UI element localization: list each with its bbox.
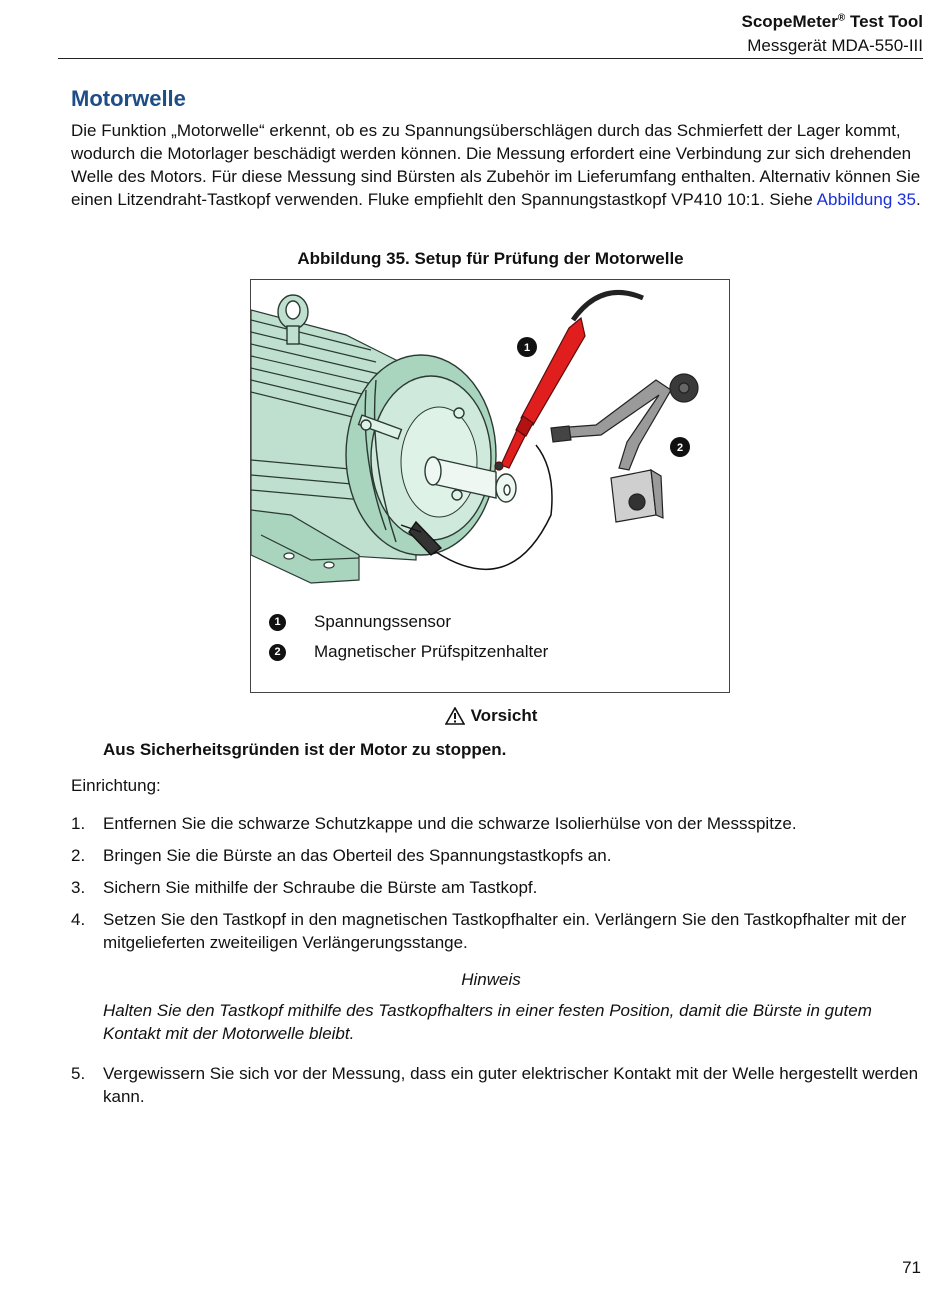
legend-item <box>269 612 451 632</box>
probe-cable <box>573 292 643 320</box>
list-item: 1. Entfernen Sie die schwarze Schutzkappe und die schwarze Isolierhülse von der Messspitze. <box>71 814 797 833</box>
callout-2 <box>670 437 690 457</box>
header-divider <box>58 58 923 59</box>
svg-text:2: 2 <box>676 442 684 454</box>
warning-triangle-icon <box>445 707 465 725</box>
caution-text: Aus Sicherheitsgründen ist der Motor zu stoppen. <box>103 740 507 759</box>
list-item: 3. Sichern Sie mithilfe der Schraube die Bürste am Tastkopf. <box>71 878 538 897</box>
legend-label: Magnetischer Prüfspitzenhalter <box>314 642 549 661</box>
figure-caption: Abbildung 35. Setup für Prüfung der Motorwelle <box>297 249 684 268</box>
header-subtitle: Messgerät MDA-550-III <box>747 36 923 55</box>
list-item: 2. Bringen Sie die Bürste an das Oberteil des Spannungstastkopfs an. <box>71 846 612 865</box>
end-shield <box>346 355 496 555</box>
voltage-probe <box>495 318 585 470</box>
figure-link[interactable]: Abbildung 35 <box>816 190 916 209</box>
svg-text:1: 1 <box>523 342 531 354</box>
header-title: ScopeMeter® Test Tool <box>741 12 923 31</box>
page-number: 71 <box>902 1258 921 1277</box>
intro-paragraph: Die Funktion „Motorwelle“ erkennt, ob es zu Spannungsüberschlägen durch das Schmierfett der Lager kommt, wodurch die Motorlager beschädigt werden können. Die Messung erfordert eine Verbindung zur sich drehenden Welle des Motors. Für diese Messung sind Bürsten als Zubehör im Lieferumfang enthalten. Alternativ können Sie einen Litzendraht-Tastkopf verwenden. Fluke empfiehlt den Spannungstastkopf VP410 10:1. Siehe Abbildung 35. <box>71 121 921 209</box>
list-item: 4. Setzen Sie den Tastkopf in den magnetischen Tastkopfhalter ein. Verlängern Sie den Tastkopfhalter mit der mitgelieferten zweiteiligen Verlängerungsstange. <box>71 910 907 952</box>
caution-heading: Vorsicht <box>0 706 950 726</box>
motor-shaft-illustration <box>251 280 730 600</box>
callout-1 <box>517 337 537 357</box>
note-heading: Hinweis <box>461 970 521 989</box>
note-text: Halten Sie den Tastkopf mithilfe des Tastkopfhalters in einer festen Position, damit die Bürste in gutem Kontakt mit der Motorwelle bleibt. <box>103 1001 872 1043</box>
setup-label: Einrichtung: <box>71 776 161 795</box>
figure-box <box>250 279 730 693</box>
legend-number: 1 <box>269 614 286 631</box>
list-item: 5. Vergewissern Sie sich vor der Messung, dass ein guter elektrischer Kontakt mit der Welle hergestellt werden kann. <box>71 1064 919 1106</box>
legend-label: Spannungssensor <box>314 612 452 631</box>
legend-number: 2 <box>269 644 286 661</box>
section-title: Motorwelle <box>71 86 186 111</box>
legend-item <box>269 642 548 662</box>
